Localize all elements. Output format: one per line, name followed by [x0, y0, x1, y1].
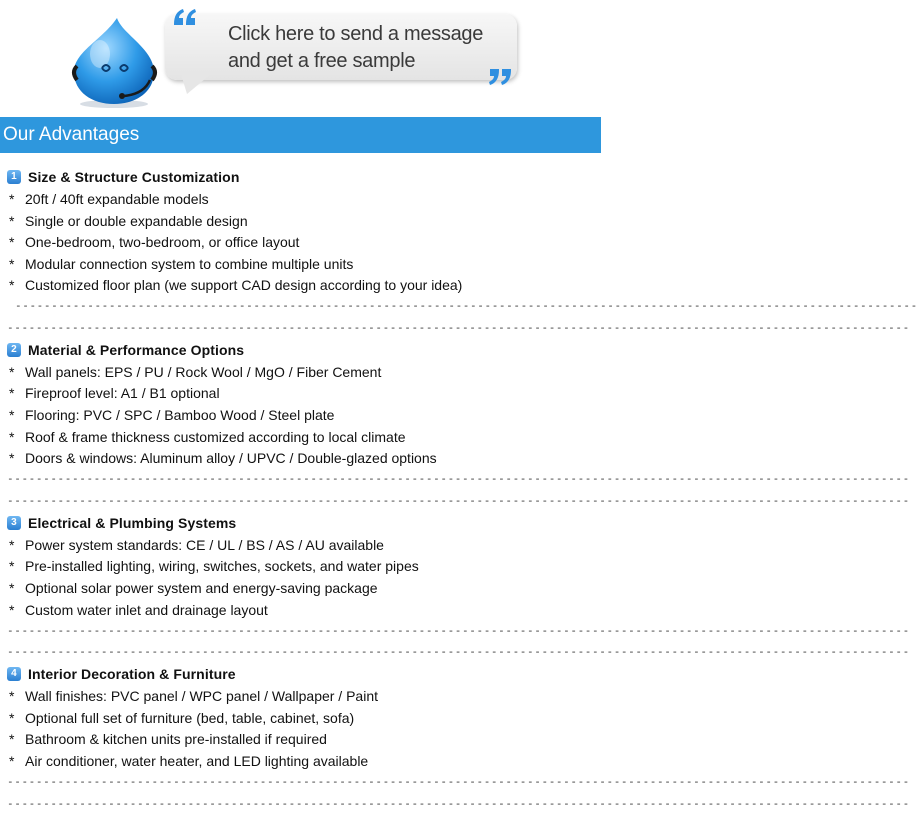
list-item: * Wall panels: EPS / PU / Rock Wool / MgO / Fiber Cement	[9, 364, 382, 380]
dashed-divider: -----------------------------------------------------------------------------------------------------------------------------	[7, 797, 910, 810]
banner-line-1[interactable]: Click here to send a message	[228, 23, 484, 45]
list-item: * Doors & windows: Aluminum alloy / UPVC / Double-glazed options	[9, 450, 437, 466]
dashed-divider: -----------------------------------------------------------------------------------------------------------------------------	[7, 472, 910, 485]
list-item: * Bathroom & kitchen units pre-installed if required	[9, 731, 327, 747]
list-item: * Roof & frame thickness customized according to local climate	[9, 429, 406, 445]
list-item: * Custom water inlet and drainage layout	[9, 602, 268, 618]
section-title-text: Interior Decoration & Furniture	[28, 666, 236, 682]
number-badge-icon: 1	[7, 170, 21, 184]
banner-line-2[interactable]: and get a free sample	[228, 50, 416, 72]
list-item: * 20ft / 40ft expandable models	[9, 191, 209, 207]
dashed-divider: -----------------------------------------------------------------------------------------------------------------------------	[7, 321, 910, 334]
section-header-bar: Our Advantages	[0, 117, 601, 153]
list-item: * Optional solar power system and energy-saving package	[9, 580, 378, 596]
section-title-electrical-plumbing	[7, 515, 236, 531]
list-item: * Air conditioner, water heater, and LED lighting available	[9, 753, 369, 769]
section-title-material-performance	[7, 342, 244, 358]
section-title-interior-furniture	[7, 666, 236, 682]
dashed-divider: -----------------------------------------------------------------------------------------------------------------------------	[7, 494, 910, 507]
dashed-divider: -----------------------------------------------------------------------------------------------------------------------------	[7, 624, 910, 637]
list-item: * Customized floor plan (we support CAD design according to your idea)	[9, 277, 463, 293]
water-drop-mascot-icon	[62, 14, 167, 109]
list-item: * Wall finishes: PVC panel / WPC panel / Wallpaper / Paint	[9, 688, 379, 704]
section-title-text: Electrical & Plumbing Systems	[28, 515, 237, 531]
number-badge-icon: 4	[7, 667, 21, 681]
dashed-divider: -----------------------------------------------------------------------------------------------------------------------------	[7, 775, 910, 788]
dashed-divider: -----------------------------------------------------------------------------------------------------------------------------	[15, 299, 918, 312]
list-item: * Pre-installed lighting, wiring, switches, sockets, and water pipes	[9, 558, 419, 574]
section-title-size-structure	[7, 169, 239, 185]
close-quote-icon	[486, 66, 514, 88]
list-item: * Single or double expandable design	[9, 213, 248, 229]
list-item: * Flooring: PVC / SPC / Bamboo Wood / Steel plate	[9, 407, 335, 423]
open-quote-icon	[171, 6, 199, 28]
list-item: * Power system standards: CE / UL / BS / AS / AU available	[9, 537, 384, 553]
list-item: * Modular connection system to combine multiple units	[9, 256, 354, 272]
bubble-tail	[177, 74, 217, 96]
section-title-text: Size & Structure Customization	[28, 169, 240, 185]
number-badge-icon: 2	[7, 343, 21, 357]
contact-banner[interactable]	[0, 0, 601, 110]
list-item: * One-bedroom, two-bedroom, or office layout	[9, 234, 300, 250]
dashed-divider: -----------------------------------------------------------------------------------------------------------------------------	[7, 645, 910, 658]
list-item: * Fireproof level: A1 / B1 optional	[9, 385, 220, 401]
number-badge-icon: 3	[7, 516, 21, 530]
list-item: * Optional full set of furniture (bed, table, cabinet, sofa)	[9, 710, 355, 726]
section-title-text: Material & Performance Options	[28, 342, 245, 358]
